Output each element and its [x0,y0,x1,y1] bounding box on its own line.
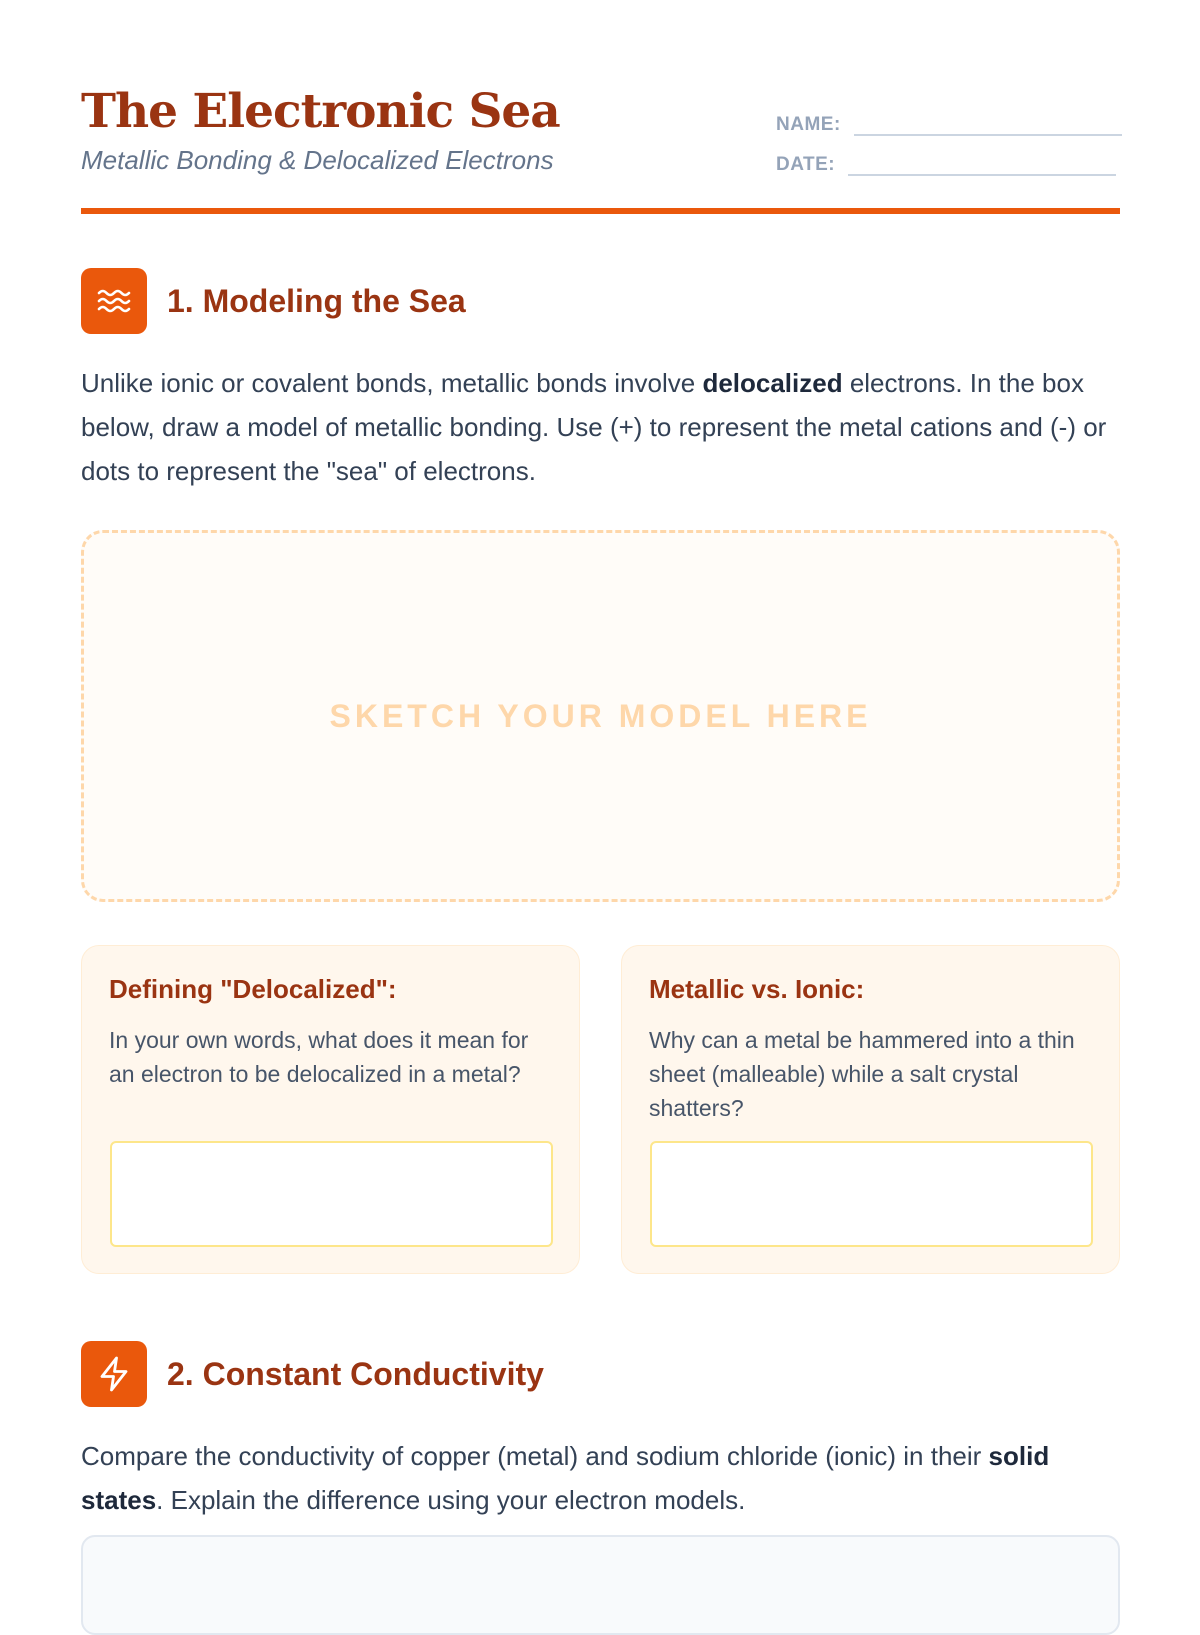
page-title: The Electronic Sea [81,84,560,139]
sketch-placeholder-label: SKETCH YOUR MODEL HERE [329,697,872,734]
waves-icon [81,268,147,334]
page-subtitle: Metallic Bonding & Delocalized Electrons [81,145,554,175]
name-input-line[interactable] [854,110,1122,136]
card-title: Metallic vs. Ionic: [649,974,865,1004]
section-1-heading [81,268,466,334]
section-1-text-part2: electrons. In the box below, draw a model of metallic bonding. Use (+) to represent the metal cations and (-) or dots to represent the "sea" of electrons. [81,368,1107,486]
section-1-instructions [81,361,1120,493]
sketch-area[interactable] [81,530,1120,902]
section-2-instructions [81,1434,1120,1522]
card-title: Defining "Delocalized": [109,974,397,1004]
name-label: NAME: [776,114,841,135]
section-2-text-bold: solid states [81,1441,1050,1515]
section-2-title: 2. Constant Conductivity [167,1355,544,1392]
header-divider [81,208,1120,214]
card-question: Why can a metal be hammered into a thin sheet (malleable) while a salt crystal shatters? [649,1027,1075,1121]
section-2-heading [81,1341,544,1407]
question-card-metallic-vs-ionic [621,945,1120,1274]
date-input-line[interactable] [848,150,1116,176]
name-field [776,110,1122,136]
date-field [776,150,1116,176]
answer-box-conductivity[interactable] [81,1535,1120,1635]
section-1-title: 1. Modeling the Sea [167,282,466,319]
section-1-text-part1: Unlike ionic or covalent bonds, metallic bonds involve [81,368,703,398]
section-2-text-part2: . Explain the difference using your electron models. [156,1485,746,1515]
date-label: DATE: [776,154,836,175]
answer-box-delocalized[interactable] [110,1141,553,1247]
section-2-text-part1: Compare the conductivity of copper (metal) and sodium chloride (ionic) in their [81,1441,989,1471]
answer-box-metallic-vs-ionic[interactable] [650,1141,1093,1247]
lightning-icon [81,1341,147,1407]
worksheet-header [81,78,1120,214]
question-card-delocalized [81,945,580,1274]
section-1-text-bold: delocalized [702,368,843,398]
card-question: In your own words, what does it mean for an electron to be delocalized in a metal? [109,1027,529,1087]
